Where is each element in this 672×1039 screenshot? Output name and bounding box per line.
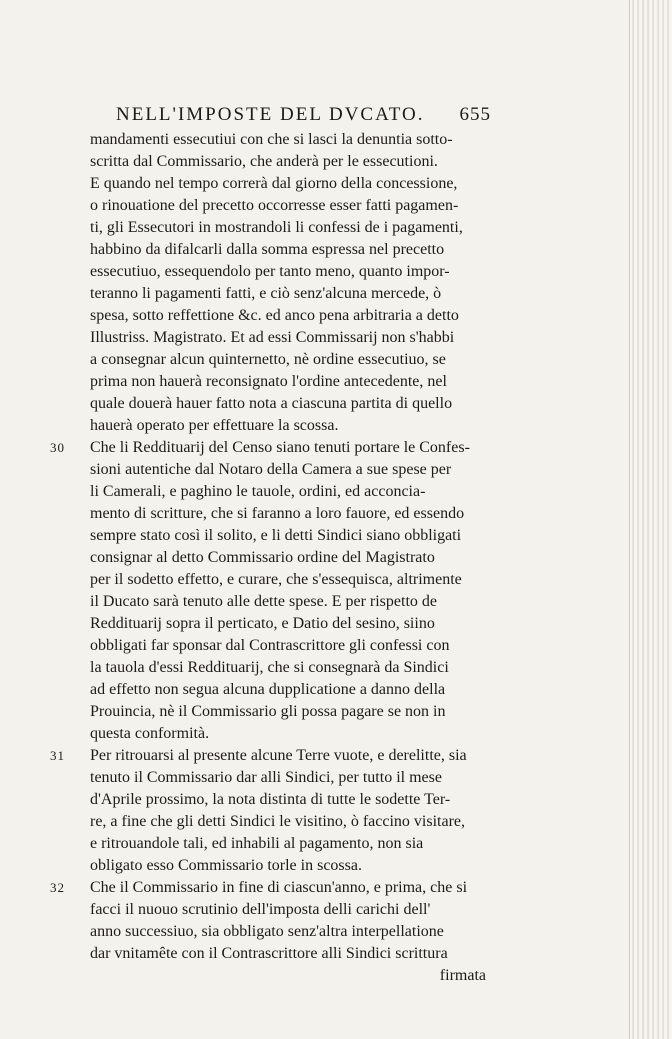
text-line: sioni autentiche dal Notaro della Camera a sue spese per [90,461,452,478]
paragraph-number: 30 [50,440,65,455]
text-line: obbligati far sponsar dal Contrascrittore gli confessi con [90,637,450,654]
text-line: Che il Commissario in fine di ciascun'anno, e prima, che si [90,879,468,896]
text-line: d'Aprile prossimo, la nota distinta di tutte le sodette Ter- [90,791,451,808]
text-line: teranno li pagamenti fatti, e ciò senz'alcuna mercede, ò [90,285,442,302]
text-line: scritta dal Commissario, che anderà per le essecutioni. [90,153,438,170]
text-line: Illustriss. Magistrato. Et ad essi Commissarij non s'habbi [90,329,455,346]
text-line: ti, gli Essecutori in mostrandoli li confessi de i pagamenti, [90,219,463,236]
text-line: obligato esso Commissario torle in scossa. [90,857,362,874]
text-line: habbino da difalcarli dalla somma espressa nel precetto [90,241,445,258]
text-line: per il sodetto effetto, e curare, che s'essequisca, altrimente [90,571,462,588]
text-line: Prouincia, nè il Commissario gli possa pagare se non in [90,703,446,720]
text-line: sempre stato così il solito, e li detti Sindici siano obbligati [90,527,462,544]
catchword: firmata [439,967,486,984]
running-title: NELL'IMPOSTE DEL DVCATO. [116,104,425,125]
text-line: quale douerà hauer fatto nota a ciascuna partita di quello [90,395,453,412]
text-line: anno successiuo, sia obbligato senz'altra interpellatione [90,923,444,940]
page-edges [629,0,672,1039]
paragraph-number: 32 [50,880,65,895]
text-line: hauerà operato per effettuare la scossa. [90,417,339,434]
text-line: spesa, sotto reffettione &c. ed anco pena arbitraria a detto [90,307,459,324]
text-line: li Camerali, e paghino le tauole, ordini, ed acconcia- [90,483,426,500]
text-line: mento di scritture, che si faranno a loro fauore, ed essendo [90,505,465,522]
paragraph-number: 31 [50,748,65,763]
text-line: dar vnitamête con il Contrascrittore alli Sindici scrittura [90,945,448,962]
text-line: Che li Reddituarij del Censo siano tenuti portare le Confes- [90,439,470,456]
text-line: re, a fine che gli detti Sindici le visitino, ò faccino visitare, [90,813,465,830]
text-line: questa conformità. [90,725,210,742]
page-number: 655 [459,104,491,125]
text-line: mandamenti essecutiui con che si lasci la denuntia sotto- [90,131,453,148]
text-line: essecutiuo, essequendolo per tanto meno, quanto impor- [90,263,450,280]
text-line: o rinouatione del precetto occorresse esser fatti pagamen- [90,197,459,214]
text-line: la tauola d'essi Reddituarij, che si consegnarà da Sindici [90,659,449,676]
text-line: tenuto il Commissario dar alli Sindici, per tutto il mese [90,769,442,786]
text-line: Per ritrouarsi al presente alcune Terre vuote, e derelitte, sia [90,747,467,764]
text-line: consignar al detto Commissario ordine del Magistrato [90,549,435,566]
text-line: facci il nuouo scrutinio dell'imposta delli carichi dell' [90,901,431,918]
text-line: E quando nel tempo correrà dal giorno della concessione, [90,175,458,192]
text-line: prima non hauerà reconsignato l'ordine antecedente, nel [90,373,447,390]
text-line: Reddituarij sopra il perticato, e Datio del sesino, siino [90,615,435,632]
text-line: e ritrouandole tali, ed inhabili al pagamento, non sia [90,835,424,852]
text-line: ad effetto non segua alcuna dupplicatione a danno della [90,681,446,698]
text-line: a consegnar alcun quinternetto, nè ordine essecutiuo, se [90,351,446,368]
running-header [116,104,491,130]
text-line: il Ducato sarà tenuto alle dette spese. E per rispetto de [90,593,437,610]
